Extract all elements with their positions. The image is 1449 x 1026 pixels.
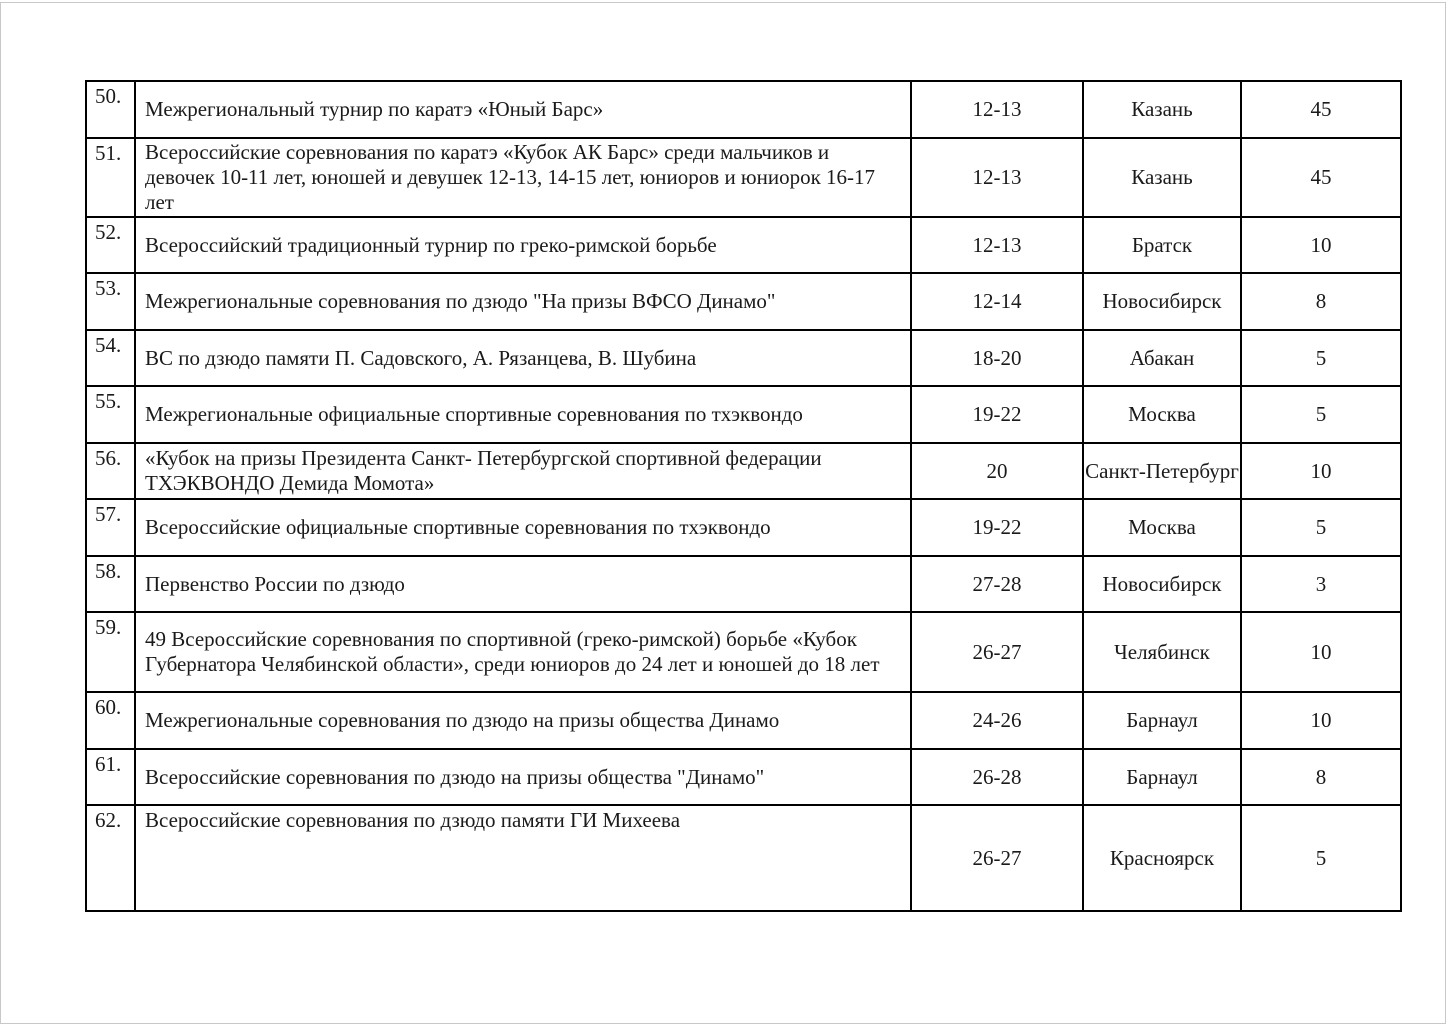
event-name: Всероссийский традиционный турнир по греко-римской борьбе	[135, 217, 911, 273]
event-name: Межрегиональные соревнования по дзюдо на призы общества Динамо	[135, 692, 911, 749]
event-place: Абакан	[1083, 330, 1241, 386]
event-place: Барнаул	[1083, 692, 1241, 749]
table-row	[86, 805, 1401, 911]
row-number: 51.	[86, 138, 135, 217]
participant-count: 5	[1241, 499, 1401, 556]
row-number: 55.	[86, 386, 135, 443]
event-dates: 12-13	[911, 217, 1083, 273]
event-dates: 12-13	[911, 138, 1083, 217]
event-place: Барнаул	[1083, 749, 1241, 805]
event-dates: 27-28	[911, 556, 1083, 612]
participant-count: 45	[1241, 138, 1401, 217]
row-number: 52.	[86, 217, 135, 273]
event-place: Новосибирск	[1083, 273, 1241, 330]
event-dates: 20	[911, 443, 1083, 499]
event-name: «Кубок на призы Президента Санкт- Петербургской спортивной федерации ТХЭКВОНДО Демида Момота»	[135, 443, 911, 499]
row-number: 61.	[86, 749, 135, 805]
table-row	[86, 749, 1401, 805]
table-row	[86, 81, 1401, 138]
participant-count: 10	[1241, 612, 1401, 692]
row-number: 54.	[86, 330, 135, 386]
participant-count: 45	[1241, 81, 1401, 138]
event-dates: 24-26	[911, 692, 1083, 749]
competition-schedule-table	[85, 80, 1402, 912]
row-number: 53.	[86, 273, 135, 330]
event-name: Первенство России по дзюдо	[135, 556, 911, 612]
table-row	[86, 556, 1401, 612]
event-dates: 26-28	[911, 749, 1083, 805]
event-place: Казань	[1083, 81, 1241, 138]
row-number: 59.	[86, 612, 135, 692]
event-dates: 26-27	[911, 612, 1083, 692]
event-place: Братск	[1083, 217, 1241, 273]
event-name: ВС по дзюдо памяти П. Садовского, А. Рязанцева, В. Шубина	[135, 330, 911, 386]
event-place: Новосибирск	[1083, 556, 1241, 612]
row-number: 60.	[86, 692, 135, 749]
event-place: Санкт-Петербург	[1083, 443, 1241, 499]
table-row	[86, 138, 1401, 217]
row-number: 56.	[86, 443, 135, 499]
table-row	[86, 273, 1401, 330]
event-place: Москва	[1083, 386, 1241, 443]
event-name: Всероссийские соревнования по дзюдо памяти ГИ Михеева	[135, 805, 911, 911]
event-dates: 26-27	[911, 805, 1083, 911]
row-number: 50.	[86, 81, 135, 138]
event-place: Челябинск	[1083, 612, 1241, 692]
participant-count: 10	[1241, 692, 1401, 749]
row-number: 62.	[86, 805, 135, 911]
row-number: 58.	[86, 556, 135, 612]
table-row	[86, 217, 1401, 273]
participant-count: 5	[1241, 330, 1401, 386]
event-name: Межрегиональные официальные спортивные соревнования по тхэквондо	[135, 386, 911, 443]
row-number: 57.	[86, 499, 135, 556]
table-row	[86, 386, 1401, 443]
participant-count: 5	[1241, 805, 1401, 911]
event-place: Москва	[1083, 499, 1241, 556]
participant-count: 10	[1241, 443, 1401, 499]
event-dates: 19-22	[911, 499, 1083, 556]
event-name: Межрегиональный турнир по каратэ «Юный Барс»	[135, 81, 911, 138]
table-row	[86, 443, 1401, 499]
event-name: Всероссийские соревнования по дзюдо на призы общества "Динамо"	[135, 749, 911, 805]
event-place: Красноярск	[1083, 805, 1241, 911]
participant-count: 3	[1241, 556, 1401, 612]
table-row	[86, 499, 1401, 556]
event-dates: 18-20	[911, 330, 1083, 386]
participant-count: 8	[1241, 273, 1401, 330]
table-row	[86, 692, 1401, 749]
participant-count: 8	[1241, 749, 1401, 805]
event-name: 49 Всероссийские соревнования по спортивной (греко-римской) борьбе «Кубок Губернатора Челябинской области», среди юниоров до 24 лет и юношей до 18 лет	[135, 612, 911, 692]
participant-count: 5	[1241, 386, 1401, 443]
event-dates: 12-14	[911, 273, 1083, 330]
event-dates: 12-13	[911, 81, 1083, 138]
event-dates: 19-22	[911, 386, 1083, 443]
table-row	[86, 330, 1401, 386]
event-place: Казань	[1083, 138, 1241, 217]
participant-count: 10	[1241, 217, 1401, 273]
table-row	[86, 612, 1401, 692]
event-name: Межрегиональные соревнования по дзюдо "На призы ВФСО Динамо"	[135, 273, 911, 330]
event-name: Всероссийские официальные спортивные соревнования по тхэквондо	[135, 499, 911, 556]
event-name: Всероссийские соревнования по каратэ «Кубок АК Барс» среди мальчиков и девочек 10-11 лет, юношей и девушек 12-13, 14-15 лет, юниоров и юниорок 16-17 лет	[135, 138, 911, 217]
